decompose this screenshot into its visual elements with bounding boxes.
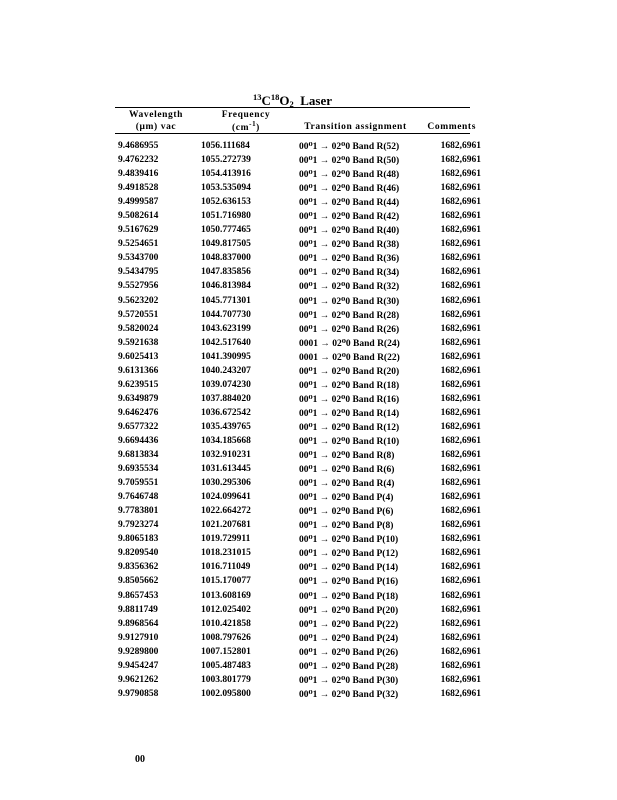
- frequency-cell: 1031.613445: [201, 464, 251, 475]
- table-row: [0, 548, 617, 562]
- comments-cell: 1682,6961: [440, 309, 481, 320]
- comments-cell: 1682,6961: [440, 646, 481, 657]
- wavelength-cell: 9.5527956: [118, 281, 159, 292]
- transition-cell: 00⁰1 → 02⁰0 Band R(18): [299, 380, 400, 391]
- frequency-cell: 1056.111684: [201, 141, 250, 151]
- transition-cell: 00⁰1 → 02⁰0 Band P(4): [299, 493, 394, 504]
- carbon-symbol: C: [261, 93, 271, 108]
- frequency-cell: 1005.487483: [201, 660, 251, 671]
- wavelength-cell: 9.5921638: [118, 337, 159, 348]
- comments-cell: 1682,6961: [440, 295, 481, 306]
- table-row: [0, 619, 617, 633]
- transition-cell: 00⁰1 → 02⁰0 Band P(16): [299, 577, 399, 588]
- transition-cell: 00⁰1 → 02⁰0 Band R(14): [299, 408, 400, 419]
- transition-cell: 00⁰1 → 02⁰0 Band R(6): [299, 465, 395, 476]
- comments-cell: 1682,6961: [440, 660, 481, 671]
- table-row: [0, 338, 617, 352]
- wavelength-cell: 9.5623202: [118, 295, 159, 306]
- table-row: [0, 253, 617, 267]
- frequency-unit-base: (cm: [232, 123, 250, 134]
- frequency-cell: 1010.421858: [201, 618, 251, 629]
- oxygen-count: 2: [289, 99, 294, 109]
- frequency-cell: 1052.636153: [201, 197, 251, 208]
- wavelength-cell: 9.8065183: [118, 534, 159, 545]
- frequency-cell: 1040.243207: [201, 365, 251, 376]
- transition-cell: 00⁰1 → 02⁰0 Band P(22): [299, 619, 399, 630]
- wavelength-cell: 9.8811749: [118, 604, 158, 615]
- transition-cell: 00⁰1 → 02⁰0 Band R(26): [299, 324, 400, 335]
- wavelength-cell: 9.4999587: [118, 197, 159, 208]
- wavelength-cell: 9.5820024: [118, 323, 159, 334]
- header-top-rule: [115, 107, 470, 108]
- table-row: [0, 478, 617, 492]
- transition-cell: 00⁰1 → 02⁰0 Band R(48): [299, 170, 400, 181]
- comments-cell: 1682,6961: [440, 632, 481, 643]
- table-row: [0, 506, 617, 520]
- frequency-cell: 1046.813984: [201, 281, 251, 292]
- table-row: [0, 394, 617, 408]
- comments-cell: 1682,6961: [440, 435, 481, 446]
- table-row: [0, 380, 617, 394]
- wavelength-cell: 9.8209540: [118, 548, 159, 559]
- wavelength-cell: 9.5720551: [118, 309, 159, 320]
- wavelength-cell: 9.9454247: [118, 660, 159, 671]
- transition-cell: 00⁰1 → 02⁰0 Band P(14): [299, 563, 399, 574]
- comments-cell: 1682,6961: [440, 183, 481, 194]
- transition-cell: 00⁰1 → 02⁰0 Band R(32): [299, 282, 400, 293]
- frequency-cell: 1030.295306: [201, 478, 251, 489]
- transition-cell: 0001 → 02⁰0 Band R(24): [299, 338, 400, 349]
- wavelength-cell: 9.8968564: [118, 618, 159, 629]
- wavelength-header: Wavelength: [128, 110, 184, 120]
- frequency-unit-exponent: -1: [249, 120, 257, 128]
- frequency-cell: 1032.910231: [201, 450, 251, 461]
- transition-cell: 00⁰1 → 02⁰0 Band R(28): [299, 310, 400, 321]
- transition-cell: 00⁰1 → 02⁰0 Band R(36): [299, 254, 400, 265]
- frequency-cell: 1055.272739: [201, 155, 251, 166]
- table-row: [0, 281, 617, 295]
- transition-cell: 00⁰1 → 02⁰0 Band P(8): [299, 521, 394, 532]
- wavelength-cell: 9.5167629: [118, 225, 159, 236]
- wavelength-cell: 9.4762232: [118, 155, 159, 166]
- comments-cell: 1682,6961: [440, 323, 481, 334]
- wavelength-cell: 9.6813834: [118, 450, 159, 461]
- table-row: [0, 169, 617, 183]
- table-row: [0, 576, 617, 590]
- comments-cell: 1682,6961: [440, 281, 481, 292]
- wavelength-cell: 9.7923274: [118, 520, 159, 531]
- page-number: 00: [135, 754, 145, 765]
- table-row: [0, 647, 617, 661]
- comments-cell: 1682,6961: [440, 421, 481, 432]
- transition-cell: 00⁰1 → 02⁰0 Band P(30): [299, 675, 399, 686]
- table-row: [0, 239, 617, 253]
- wavelength-cell: 9.5434795: [118, 267, 159, 278]
- comments-cell: 1682,6961: [440, 464, 481, 475]
- title-word: Laser: [300, 93, 333, 108]
- wavelength-cell: 9.4839416: [118, 169, 159, 180]
- frequency-unit-close: ): [256, 123, 260, 134]
- frequency-cell: 1041.390995: [201, 351, 251, 362]
- transition-cell: 00⁰1 → 02⁰0 Band R(10): [299, 436, 400, 447]
- wavelength-cell: 9.6131366: [118, 365, 159, 376]
- frequency-header: Frequency: [221, 110, 271, 120]
- frequency-cell: 1037.884020: [201, 393, 251, 404]
- comments-header: Comments: [427, 122, 476, 132]
- comments-cell: 1682,6961: [440, 520, 481, 531]
- comments-cell: 1682,6961: [440, 688, 481, 699]
- table-row: [0, 155, 617, 169]
- comments-cell: 1682,6961: [440, 225, 481, 236]
- table-row: [0, 689, 617, 703]
- comments-cell: 1682,6961: [440, 534, 481, 545]
- table-row: [0, 450, 617, 464]
- wavelength-cell: 9.6025413: [118, 351, 159, 362]
- carbon-mass-number: 13: [252, 92, 262, 102]
- transition-cell: 00⁰1 → 02⁰0 Band R(34): [299, 268, 400, 279]
- frequency-cell: 1034.185668: [201, 435, 251, 446]
- frequency-cell: 1018.231015: [201, 548, 251, 559]
- frequency-cell: 1036.672542: [201, 407, 251, 418]
- wavelength-cell: 9.4686955: [118, 141, 159, 151]
- oxygen-symbol: O: [279, 93, 290, 108]
- table-row: [0, 464, 617, 478]
- table-row: [0, 141, 617, 155]
- wavelength-cell: 9.9289800: [118, 646, 159, 657]
- table-row: [0, 591, 617, 605]
- comments-cell: 1682,6961: [440, 478, 481, 489]
- table-row: [0, 267, 617, 281]
- wavelength-cell: 9.6349879: [118, 393, 159, 404]
- frequency-unit-header: [206, 120, 286, 133]
- transition-cell: 00⁰1 → 02⁰0 Band R(44): [299, 198, 400, 209]
- table-row: [0, 605, 617, 619]
- transition-cell: 00⁰1 → 02⁰0 Band R(38): [299, 240, 400, 251]
- transition-cell: 00⁰1 → 02⁰0 Band R(30): [299, 296, 400, 307]
- table-row: [0, 366, 617, 380]
- wavelength-cell: 9.6694436: [118, 435, 159, 446]
- frequency-cell: 1002.095800: [201, 688, 251, 699]
- wavelength-cell: 9.9790858: [118, 688, 159, 699]
- comments-cell: 1682,6961: [440, 450, 481, 461]
- table-row: [0, 562, 617, 576]
- frequency-cell: 1051.716980: [201, 211, 251, 222]
- frequency-cell: 1053.535094: [201, 183, 251, 194]
- comments-cell: 1682,6961: [440, 590, 481, 601]
- frequency-cell: 1013.608169: [201, 590, 251, 601]
- frequency-cell: 1039.074230: [201, 379, 251, 390]
- comments-cell: 1682,6961: [440, 267, 481, 278]
- table-row: [0, 352, 617, 366]
- wavelength-cell: 9.7646748: [118, 492, 159, 503]
- frequency-cell: 1024.099641: [201, 492, 251, 503]
- frequency-cell: 1015.170077: [201, 576, 251, 587]
- wavelength-cell: 9.6935534: [118, 464, 159, 475]
- transition-cell: 00⁰1 → 02⁰0 Band P(32): [299, 689, 399, 700]
- transition-cell: 00⁰1 → 02⁰0 Band R(4): [299, 479, 395, 490]
- transition-cell: 00⁰1 → 02⁰0 Band R(8): [299, 451, 395, 462]
- table-row: [0, 296, 617, 310]
- table-row: [0, 408, 617, 422]
- comments-cell: 1682,6961: [440, 492, 481, 503]
- table-row: [0, 211, 617, 225]
- frequency-cell: 1003.801779: [201, 674, 251, 685]
- comments-cell: 1682,6961: [440, 674, 481, 685]
- frequency-cell: 1045.771301: [201, 295, 251, 306]
- frequency-cell: 1008.797626: [201, 632, 251, 643]
- comments-cell: 1682,6961: [440, 169, 481, 180]
- frequency-cell: 1021.207681: [201, 520, 251, 531]
- comments-cell: 1682,6961: [440, 618, 481, 629]
- wavelength-cell: 9.9621262: [118, 674, 159, 685]
- transition-cell: 00⁰1 → 02⁰0 Band R(40): [299, 226, 400, 237]
- table-row: [0, 675, 617, 689]
- comments-cell: 1682,6961: [440, 211, 481, 222]
- wavelength-cell: 9.5254651: [118, 239, 159, 250]
- table-row: [0, 534, 617, 548]
- frequency-cell: 1022.664272: [201, 506, 251, 517]
- frequency-cell: 1035.439765: [201, 421, 251, 432]
- comments-cell: 1682,6961: [440, 506, 481, 517]
- table-row: [0, 324, 617, 338]
- comments-cell: 1682,6961: [440, 337, 481, 348]
- table-row: [0, 422, 617, 436]
- wavelength-cell: 9.6462476: [118, 407, 159, 418]
- table-row: [0, 661, 617, 675]
- transition-cell: 00⁰1 → 02⁰0 Band P(18): [299, 591, 399, 602]
- frequency-cell: 1012.025402: [201, 604, 251, 615]
- wavelength-cell: 9.5343700: [118, 253, 159, 264]
- frequency-cell: 1043.623199: [201, 323, 251, 334]
- oxygen-mass-number: 18: [270, 92, 280, 102]
- wavelength-cell: 9.8356362: [118, 562, 159, 573]
- frequency-cell: 1007.152801: [201, 646, 251, 657]
- frequency-cell: 1016.711049: [201, 562, 251, 573]
- wavelength-cell: 9.8505662: [118, 576, 159, 587]
- transition-cell: 00⁰1 → 02⁰0 Band P(12): [299, 549, 399, 560]
- transition-cell: 00⁰1 → 02⁰0 Band R(20): [299, 366, 400, 377]
- transition-cell: 00⁰1 → 02⁰0 Band R(50): [299, 156, 400, 167]
- comments-cell: 1682,6961: [440, 351, 481, 362]
- frequency-cell: 1042.517640: [201, 337, 251, 348]
- comments-cell: 1682,6961: [440, 141, 481, 151]
- header-bottom-rule: [115, 133, 470, 134]
- transition-cell: 00⁰1 → 02⁰0 Band P(26): [299, 647, 399, 658]
- frequency-cell: 1050.777465: [201, 225, 251, 236]
- comments-cell: 1682,6961: [440, 239, 481, 250]
- frequency-cell: 1049.817505: [201, 239, 251, 250]
- frequency-cell: 1054.413916: [201, 169, 251, 180]
- comments-cell: 1682,6961: [440, 576, 481, 587]
- table-row: [0, 633, 617, 647]
- table-row: [0, 492, 617, 506]
- transition-cell: 00⁰1 → 02⁰0 Band P(10): [299, 535, 399, 546]
- transition-cell: 00⁰1 → 02⁰0 Band R(52): [299, 142, 400, 152]
- comments-cell: 1682,6961: [440, 562, 481, 573]
- comments-cell: 1682,6961: [440, 197, 481, 208]
- wavelength-cell: 9.8657453: [118, 590, 159, 601]
- transition-cell: 00⁰1 → 02⁰0 Band R(42): [299, 212, 400, 223]
- transition-cell: 0001 → 02⁰0 Band R(22): [299, 352, 400, 363]
- wavelength-cell: 9.5082614: [118, 211, 159, 222]
- transition-header: Transition assignment: [304, 122, 407, 132]
- wavelength-cell: 9.7783801: [118, 506, 159, 517]
- transition-cell: 00⁰1 → 02⁰0 Band P(6): [299, 507, 394, 518]
- comments-cell: 1682,6961: [440, 379, 481, 390]
- wavelength-cell: 9.4918528: [118, 183, 159, 194]
- table-row: [0, 225, 617, 239]
- comments-cell: 1682,6961: [440, 253, 481, 264]
- transition-cell: 00⁰1 → 02⁰0 Band P(24): [299, 633, 399, 644]
- transition-cell: 00⁰1 → 02⁰0 Band P(28): [299, 661, 399, 672]
- table-row: [0, 197, 617, 211]
- wavelength-cell: 9.7059551: [118, 478, 159, 489]
- wavelength-cell: 9.6577322: [118, 421, 159, 432]
- table-row: [0, 183, 617, 197]
- comments-cell: 1682,6961: [440, 407, 481, 418]
- comments-cell: 1682,6961: [440, 155, 481, 166]
- frequency-cell: 1047.835856: [201, 267, 251, 278]
- transition-cell: 00⁰1 → 02⁰0 Band R(16): [299, 394, 400, 405]
- wavelength-cell: 9.9127910: [118, 632, 159, 643]
- frequency-cell: 1044.707730: [201, 309, 251, 320]
- table-body: [0, 141, 617, 703]
- table-row: [0, 310, 617, 324]
- wavelength-unit-header: (μm) vac: [135, 122, 177, 132]
- comments-cell: 1682,6961: [440, 548, 481, 559]
- frequency-cell: 1019.729911: [201, 534, 251, 545]
- frequency-cell: 1048.837000: [201, 253, 251, 264]
- comments-cell: 1682,6961: [440, 365, 481, 376]
- table-row: [0, 436, 617, 450]
- comments-cell: 1682,6961: [440, 393, 481, 404]
- transition-cell: 00⁰1 → 02⁰0 Band R(12): [299, 422, 400, 433]
- table-row: [0, 520, 617, 534]
- transition-cell: 00⁰1 → 02⁰0 Band R(46): [299, 184, 400, 195]
- wavelength-cell: 9.6239515: [118, 379, 159, 390]
- comments-cell: 1682,6961: [440, 604, 481, 615]
- transition-cell: 00⁰1 → 02⁰0 Band P(20): [299, 605, 399, 616]
